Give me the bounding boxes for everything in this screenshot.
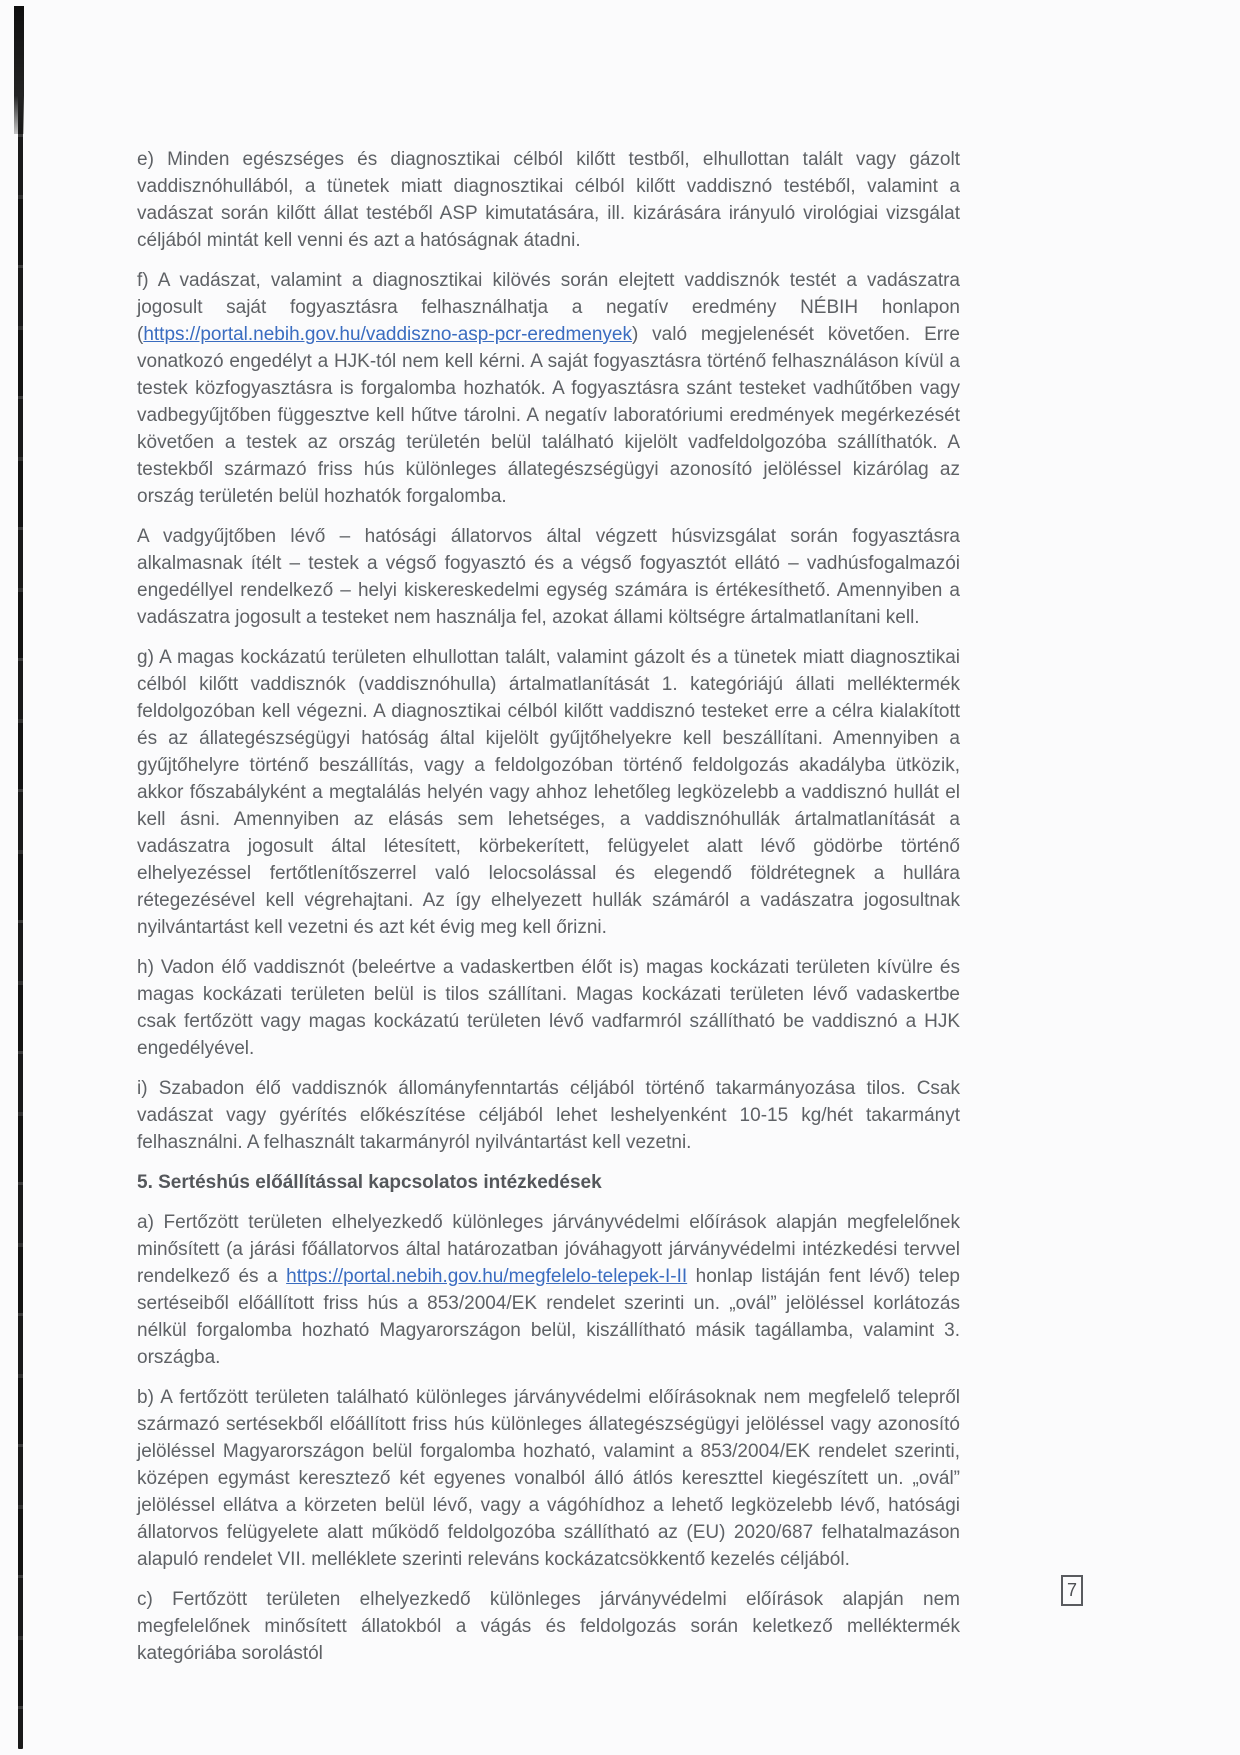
paragraph-f <box>137 267 960 510</box>
paragraph-a-url-link[interactable]: https://portal.nebih.gov.hu/megfelelo-telepek-I-II <box>286 1266 688 1287</box>
paragraph-i <box>137 1075 960 1156</box>
paragraph-g <box>137 644 960 941</box>
paragraph-g-text: g) A magas kockázatú területen elhullottan talált, valamint gázolt és a tünetek miatt diagnosztikai célból kilőtt vaddisznók (vaddisznóhulla) ártalmatlanítását 1. kategóriájú állati melléktermék feldolgozóban kell végezni. A diagnosztikai célból kilőtt vaddisznó testeket erre a célra kialakított és az állategészségügyi hatóság által kijelölt gyűjtőhelyekre kell beszállítani. Amennyiben a gyűjtőhelyre történő beszállítás, vagy a feldolgozóban történő feldolgozás akadályba ütközik, akkor főszabályként a megtalálás helyén vagy ahhoz lehetőleg legközelebb a vaddisznó hullát el kell ásni. Amennyiben az elásás sem lehetséges, a vaddisznóhullák ártalmatlanítását a vadászatra jogosult által létesített, körbekerített, felügyelet alatt lévő gödörbe történő elhelyezéssel fertőtlenítőszerrel való lelocsolással és elegendő földrétegnek a hullára rétegezésével kell végrehajtani. Az így elhelyezett hullák számáról a vadászatra jogosultnak nyilvántartást kell vezetni és azt két évig meg kell őrizni. <box>137 647 960 938</box>
paragraph-c-text: c) Fertőzött területen elhelyezkedő különleges járványvédelmi előírások alapján nem megfelelőnek minősített állatokból a vágás és feldolgozás során keletkező melléktermék kategóriába sorolástól <box>137 1589 960 1664</box>
paragraph-f-url-link[interactable]: https://portal.nebih.gov.hu/vaddiszno-asp-pcr-eredmenyek <box>143 324 632 345</box>
paragraph-b <box>137 1384 960 1573</box>
paragraph-e <box>137 146 960 254</box>
paragraph-i-text: i) Szabadon élő vaddisznók állományfenntartás céljából történő takarmányozása tilos. Csak vadászat vagy gyérítés előkészítése céljából lehet leshelyenként 10-15 kg/hét takarmányt felhasználni. A felhasznált takarmányról nyilvántartást kell vezetni. <box>137 1078 960 1153</box>
paragraph-f-text-pre: f) A vadászat, valamint a diagnosztikai kilövés során elejtett vaddisznók testét a vadászatra jogosult saját fogyasztásra felhasználhatja a negatív eredmény NÉBIH honlapon ( <box>137 270 960 345</box>
page-number-box <box>1061 1575 1083 1606</box>
paragraph-h-text: h) Vadon élő vaddisznót (beleértve a vadaskertben élőt is) magas kockázati területen kívülre és magas kockázati területen belül is tilos szállítani. Magas kockázati területen lévő vadaskertbe csak fertőzött vagy magas kockázatú területen lévő vadfarmról szállítható be vaddisznó a HJK engedélyével. <box>137 957 960 1059</box>
paragraph-b-text: b) A fertőzött területen található különleges járványvédelmi előírásoknak nem megfelelő telepről származó sertésekből előállított friss hús különleges állategészségügyi jelöléssel vagy azonosító jelöléssel Magyarországon belül forgalomba hozható, valamint a 853/2004/EK rendelet szerinti, középen egymást keresztező két egyenes vonalból álló átlós kereszttel kiegészített un. „ovál” jelöléssel ellátva a körzeten belül lévő, vagy a vágóhídhoz a lehető legközelebb lévő, hatósági állatorvos felügyelete alatt működő feldolgozóba szállítható az (EU) 2020/687 felhatalmazáson alapuló rendelet VII. melléklete szerinti releváns kockázatcsökkentő kezelés céljából. <box>137 1387 960 1570</box>
paragraph-vadgyujto-text: A vadgyűjtőben lévő – hatósági állatorvos által végzett húsvizsgálat során fogyasztásra alkalmasnak ítélt – testek a végső fogyasztó és a végső fogyasztót ellátó – vadhúsfogalmazói engedéllyel rendelkező – helyi kiskereskedelmi egység számára is értékesíthető. Amennyiben a vadászatra jogosult a testeket nem használja fel, azokat állami költségre ártalmatlanítani kell. <box>137 526 960 628</box>
paragraph-e-text: e) Minden egészséges és diagnosztikai célból kilőtt testből, elhullottan talált vagy gázolt vaddisznóhullából, a tünetek miatt diagnosztikai célból kilőtt vaddisznó testéből, valamint a vadászat során kilőtt állat testéből ASP kimutatására, ill. kizárására irányuló virológiai vizsgálat céljából mintát kell venni és azt a hatóságnak átadni. <box>137 149 960 251</box>
paragraph-a-text-pre: a) Fertőzött területen elhelyezkedő különleges járványvédelmi előírások alapján megfelelőnek minősített (a járási főállatorvos által határozatban jóváhagyott járványvédelmi intézkedési tervvel rendelkező és a <box>137 1212 960 1287</box>
scan-edge-artifact <box>18 6 23 1749</box>
page-number: 7 <box>1066 1580 1077 1600</box>
scan-edge-top-artifact <box>14 6 24 134</box>
document-body <box>137 146 960 1680</box>
paragraph-f-text-post: ) való megjelenését követően. Erre vonatkozó engedélyt a HJK-tól nem kell kérni. A saját fogyasztásra történő felhasználáson kívül a testek közfogyasztásra is forgalomba hozhatók. A fogyasztásra szánt testeket vadhűtőben vagy vadbegyűjtőben függesztve kell hűtve tárolni. A negatív laboratóriumi eredmények megérkezését követően a testek az ország területén belül található kijelölt vadfeldolgozóba szállíthatók. A testekből származó friss hús különleges állategészségügyi azonosító jelöléssel kizárólag az ország területén belül hozhatók forgalomba. <box>137 324 960 507</box>
paragraph-c <box>137 1586 960 1667</box>
paragraph-a <box>137 1209 960 1371</box>
paragraph-vadgyujto <box>137 523 960 631</box>
section-5-heading: 5. Sertéshús előállítással kapcsolatos intézkedések <box>137 1172 602 1193</box>
paragraph-h <box>137 954 960 1062</box>
paragraph-a-text-post: honlap listáján fent lévő) telep sertéseiből előállított friss hús a 853/2004/EK rendelet szerinti un. „ovál” jelöléssel korlátozás nélkül forgalomba hozható Magyarországon belül, kiszállítható másik tagállamba, valamint 3. országba. <box>137 1266 960 1368</box>
